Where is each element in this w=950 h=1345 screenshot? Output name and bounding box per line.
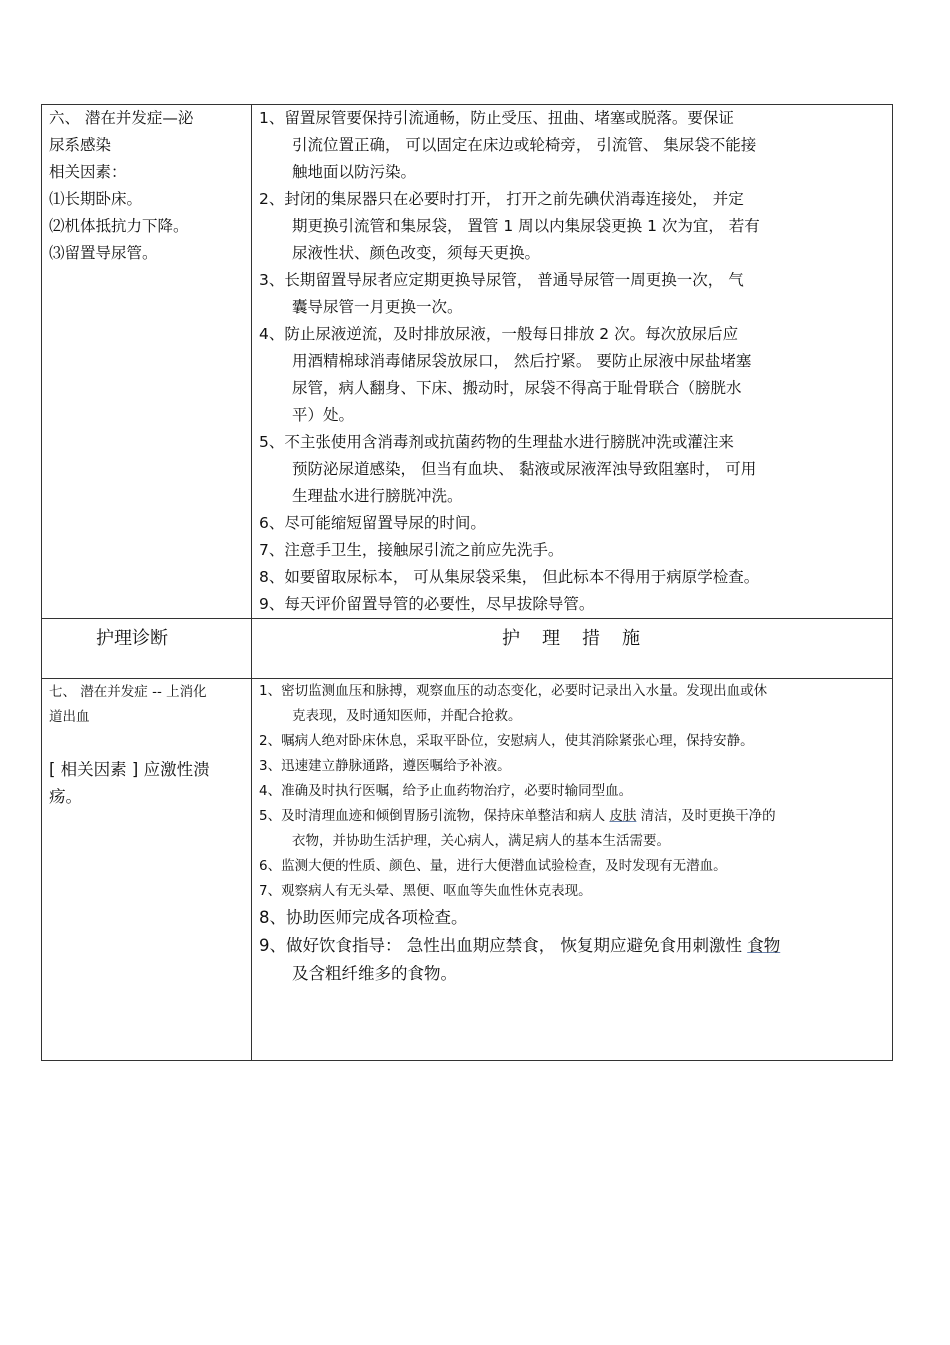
measure-item	[259, 729, 886, 754]
measure-line: 9、每天评价留置导管的必要性，尽早拔除导管。	[259, 595, 595, 613]
measure-item-5	[259, 804, 886, 854]
measure-line: 3、迅速建立静脉通路，遵医嘱给予补液。	[259, 758, 511, 774]
measure-line: 囊导尿管一月更换一次。	[292, 298, 463, 316]
text-line: 道出血	[49, 709, 90, 725]
measure-item	[259, 267, 886, 321]
measure-item	[259, 779, 886, 804]
section7-diagnosis-cell	[42, 679, 252, 1061]
measure-line: 6、尽可能缩短留置导尿的时间。	[259, 514, 486, 532]
measure-line: 克表现，及时通知医师，并配合抢救。	[292, 708, 522, 724]
section7-measures-cell	[252, 679, 893, 1061]
measure-item	[259, 186, 886, 267]
measure-line: 1、留置尿管要保持引流通畅，防止受压、扭曲、堵塞或脱落。要保证	[259, 109, 734, 127]
measure-5-text-a: 5、及时清理血迹和倾倒胃肠引流物，保持床单整洁和病人	[259, 808, 610, 824]
measure-item	[259, 754, 886, 779]
measure-9-food-link: 食物	[747, 936, 781, 955]
measure-line: 期更换引流管和集尿袋， 置管 1 周以内集尿袋更换 1 次为宜， 若有	[292, 217, 760, 235]
measure-line: 1、密切监测血压和脉搏，观察血压的动态变化，必要时记录出入水量。发现出血或休	[259, 683, 768, 699]
measure-line: 引流位置正确， 可以固定在床边或轮椅旁， 引流管、 集尿袋不能接	[292, 136, 757, 154]
measure-line: 用酒精棉球消毒储尿袋放尿口， 然后拧紧。 要防止尿液中尿盐堵塞	[292, 352, 752, 370]
measure-item	[259, 537, 886, 564]
measure-9-text-a: 9、做好饮食指导： 急性出血期应禁食， 恢复期应避免食用刺激性	[259, 936, 748, 955]
header-measures: 护理措施	[502, 628, 662, 649]
text-line: [ 相关因素 ] 应激性溃	[49, 760, 210, 779]
section6-diagnosis	[42, 105, 251, 267]
text-line: 尿系感染	[49, 136, 112, 154]
measure-9-text-b: 及含粗纤维多的食物。	[292, 964, 457, 983]
header-diagnosis: 护理诊断	[96, 628, 168, 649]
text-line: ⑶留置导尿管。	[49, 244, 158, 262]
measure-item	[259, 879, 886, 904]
measure-5-text-b: 清洁，及时更换干净的	[636, 808, 776, 824]
section7-factors	[42, 756, 251, 810]
section6-measures	[252, 105, 892, 618]
measure-line: 预防泌尿道感染， 但当有血块、 黏液或尿液浑浊导致阻塞时， 可用	[292, 460, 757, 478]
header-left-cell	[42, 619, 252, 679]
section7-row	[42, 679, 893, 1061]
measure-item-8	[259, 904, 886, 932]
measure-line: 4、防止尿液逆流，及时排放尿液，一般每日排放 2 次。每次放尿后应	[259, 325, 739, 343]
section7-diagnosis	[42, 680, 251, 730]
measure-line: 生理盐水进行膀胱冲洗。	[292, 487, 463, 505]
measure-line: 4、准确及时执行医嘱，给予止血药物治疗，必要时输同型血。	[259, 783, 633, 799]
measure-item	[259, 564, 886, 591]
measure-item	[259, 321, 886, 429]
measure-line: 7、观察病人有无头晕、黑便、呕血等失血性休克表现。	[259, 883, 592, 899]
measure-item	[259, 429, 886, 510]
measure-item	[259, 105, 886, 186]
text-line: 七、 潜在并发症 -- 上消化	[49, 684, 207, 700]
measure-5-text-c: 衣物，并协助生活护理，关心病人，满足病人的基本生活需要。	[292, 833, 670, 849]
header-right-cell	[252, 619, 893, 679]
measure-line: 触地面以防污染。	[292, 163, 417, 181]
measure-line: 2、嘱病人绝对卧床休息，采取平卧位，安慰病人，使其消除紧张心理，保持安静。	[259, 733, 754, 749]
section6-row	[42, 105, 893, 619]
text-line: 疡。	[49, 787, 82, 806]
text-line: ⑴长期卧床。	[49, 190, 143, 208]
measure-8-text: 8、协助医师完成各项检查。	[259, 908, 468, 927]
measure-line: 6、监测大便的性质、颜色、量，进行大便潜血试验检查，及时发现有无潜血。	[259, 858, 727, 874]
measure-item-9	[259, 932, 886, 988]
measure-line: 5、不主张使用含消毒剂或抗菌药物的生理盐水进行膀胱冲洗或灌注来	[259, 433, 734, 451]
measure-line: 尿管，病人翻身、下床、搬动时，尿袋不得高于耻骨联合（膀胱水	[292, 379, 742, 397]
measure-line: 平）处。	[292, 406, 355, 424]
measure-item	[259, 679, 886, 729]
text-line: 六、 潜在并发症—泌	[49, 109, 194, 127]
measure-line: 2、封闭的集尿器只在必要时打开， 打开之前先碘伏消毒连接处， 并定	[259, 190, 744, 208]
measure-line: 8、如要留取尿标本， 可从集尿袋采集， 但此标本不得用于病原学检查。	[259, 568, 760, 586]
measure-item	[259, 510, 886, 537]
section6-diagnosis-cell	[42, 105, 252, 619]
measure-line: 3、长期留置导尿者应定期更换导尿管， 普通导尿管一周更换一次， 气	[259, 271, 744, 289]
section7-measures	[252, 679, 892, 988]
measure-item	[259, 854, 886, 879]
measure-line: 7、注意手卫生，接触尿引流之前应先洗手。	[259, 541, 564, 559]
care-plan-table	[41, 104, 893, 1061]
measure-5-skin-link: 皮肤	[609, 808, 637, 824]
header-row	[42, 619, 893, 679]
section6-measures-cell	[252, 105, 893, 619]
measure-item	[259, 591, 886, 618]
measure-line: 尿液性状、颜色改变，须每天更换。	[292, 244, 541, 262]
text-line: 相关因素：	[49, 163, 127, 181]
text-line: ⑵机体抵抗力下降。	[49, 217, 189, 235]
